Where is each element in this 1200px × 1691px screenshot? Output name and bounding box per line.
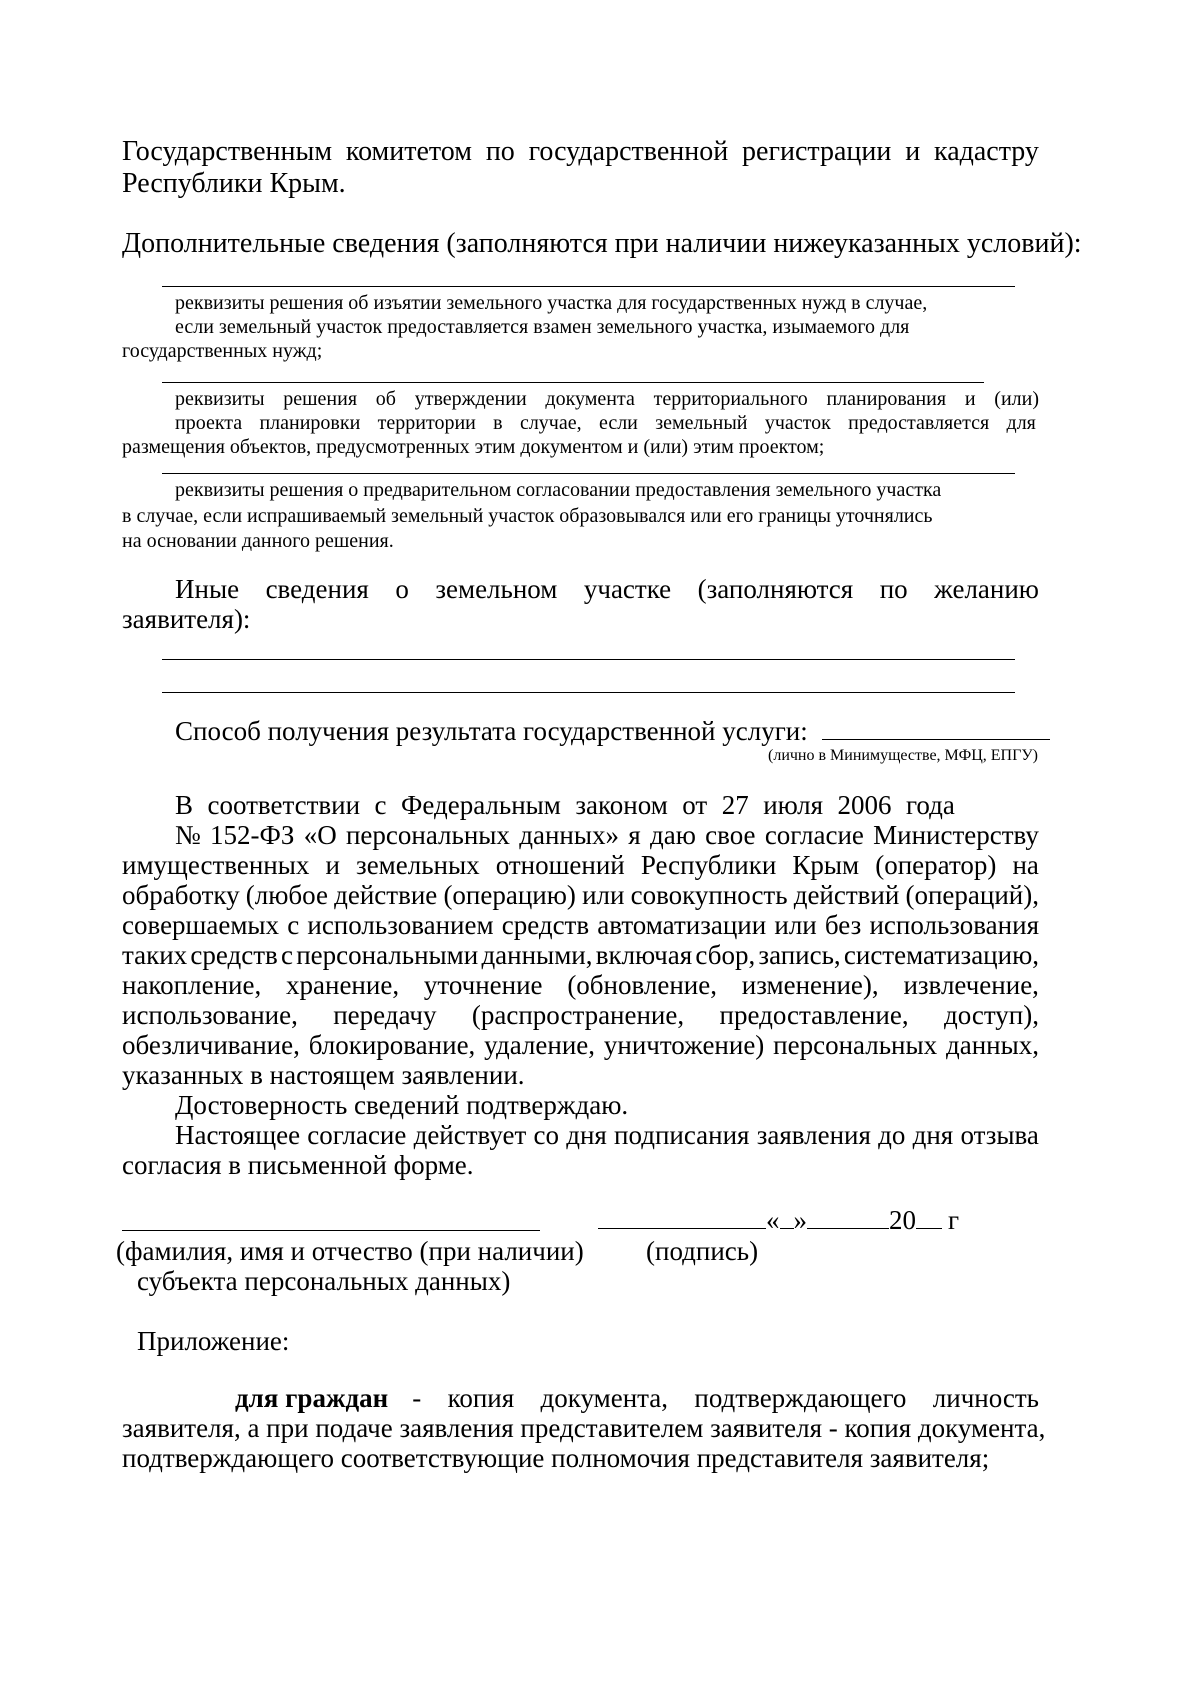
word: Иные (175, 574, 240, 604)
consent-line-2 (175, 820, 1039, 851)
word: и (905, 136, 921, 167)
word: случае, (519, 412, 582, 434)
word: использования (869, 910, 1039, 940)
method-label-text: Способ получения результата государственной услуги: (175, 716, 808, 746)
word: (любое (245, 880, 328, 910)
word: или (582, 880, 625, 910)
consent-line-6 (122, 940, 1039, 971)
word: 152-ФЗ (210, 820, 295, 850)
date-open-quote: « (766, 1205, 780, 1235)
word: «О (303, 820, 337, 850)
additional-heading: Дополнительные сведения (заполняются при наличии нижеуказанных условий): (122, 228, 1082, 259)
other-fill-line-1 (162, 659, 1015, 660)
word: данными, (481, 940, 593, 970)
validity-line-1 (175, 1120, 1039, 1151)
year-prefix: 20 (889, 1205, 916, 1235)
item2-line-1 (175, 388, 1039, 411)
consent-line-4 (122, 880, 1039, 911)
word: документа, (540, 1383, 669, 1413)
word: автоматизации (597, 910, 767, 940)
word: в (493, 412, 503, 434)
word: сбор, (695, 940, 756, 970)
word: если (598, 412, 638, 434)
word: персональных (773, 1030, 938, 1060)
word: Крым (792, 850, 860, 880)
word: решения (283, 388, 358, 410)
word: утверждении (414, 388, 527, 410)
item1-line-2: если земельный участок предоставляется взамен земельного участка, изымаемого для (175, 316, 910, 338)
word: Настоящее (175, 1120, 301, 1150)
word: на (1012, 850, 1039, 880)
word: законом (575, 790, 668, 820)
word: (или) (994, 388, 1039, 410)
other-line-2: заявителя): (122, 604, 251, 634)
method-label (175, 716, 1050, 747)
word: В (175, 790, 194, 820)
date-close-quote: » (793, 1205, 807, 1235)
intro-line-1 (122, 136, 1039, 168)
word: совокупность (630, 880, 788, 910)
word: по (485, 136, 515, 167)
word: со (533, 1120, 559, 1150)
word: личность (932, 1383, 1039, 1413)
word: территории (377, 412, 476, 434)
item3-line-2: в случае, если испрашиваемый земельный участок образовывался или его границы уточнялись (122, 505, 933, 527)
attachment-line-1 (235, 1383, 1039, 1414)
validity-line-2: согласия в письменной форме. (122, 1150, 474, 1180)
attachment-line-2: заявителя, а при подаче заявления представителем заявителя - копия документа, (122, 1413, 1046, 1443)
fio-label-line-1: (фамилия, имя и отчество (при наличии) (116, 1236, 584, 1266)
word: земельный (655, 412, 748, 434)
consent-line-10: указанных в настоящем заявлении. (122, 1060, 525, 1090)
word: с (287, 910, 300, 940)
item2-line-3: размещения объектов, предусмотренных этим документом и (или) этим проектом; (122, 436, 825, 458)
word: государственной (528, 136, 729, 167)
word: (операцию) (443, 880, 576, 910)
method-fill-line (822, 717, 1050, 740)
word: данных, (945, 1030, 1039, 1060)
word: уничтожение) (603, 1030, 765, 1060)
item3-line-3: на основании данного решения. (122, 530, 394, 552)
word: участок (764, 412, 831, 434)
word: (заполняются (697, 574, 854, 604)
word: до (878, 1120, 906, 1150)
word: от (682, 790, 708, 820)
word: удаление, (484, 1030, 596, 1060)
word: по (879, 574, 908, 604)
word: согласие (307, 1120, 407, 1150)
word: свое (705, 820, 756, 850)
word: согласие (764, 820, 864, 850)
consent-line-7 (122, 970, 1039, 1001)
word: Республики (640, 850, 777, 880)
day-fill-line (780, 1206, 794, 1229)
method-hint: (лично в Минимуществе, МФЦ, ЕПГУ) (768, 747, 1038, 764)
word: реквизиты (175, 388, 265, 410)
word: 27 (721, 790, 749, 820)
word: уточнение (423, 970, 543, 1000)
attachment-citizens-label: для граждан (235, 1383, 389, 1413)
reliability-statement: Достоверность сведений подтверждаю. (175, 1090, 629, 1120)
consent-line-5 (122, 910, 1039, 941)
word: планировки (259, 412, 361, 434)
other-line-1 (175, 574, 1039, 605)
word: подписания (614, 1120, 750, 1150)
word: накопление, (122, 970, 262, 1000)
word: с (374, 790, 387, 820)
word: включая (595, 940, 693, 970)
word: предоставляется (848, 412, 990, 434)
year-fill-line (916, 1206, 942, 1229)
word: территориального (653, 388, 808, 410)
word: дня (566, 1120, 607, 1150)
word: с (281, 940, 293, 970)
item1-line-3: государственных нужд; (122, 340, 323, 362)
consent-line-3 (122, 850, 1039, 881)
item2-line-2 (175, 412, 1036, 435)
signature-fill-line (598, 1206, 766, 1229)
word: о (395, 574, 409, 604)
fill-line-2 (162, 382, 984, 383)
word: (обновление, (567, 970, 717, 1000)
word: заявления (756, 1120, 871, 1150)
word: таких (122, 940, 188, 970)
word: передачу (333, 1000, 437, 1030)
word: желанию (934, 574, 1039, 604)
word: персональных (345, 820, 510, 850)
word: персональными (296, 940, 479, 970)
word: данных» (519, 820, 619, 850)
word: (распространение, (471, 1000, 685, 1030)
word: № (175, 820, 201, 850)
word: планирования (826, 388, 947, 410)
intro-line-2: Республики Крым. (122, 168, 346, 199)
year-suffix: г (948, 1205, 960, 1235)
word: комитетом (345, 136, 472, 167)
word: регистрации (742, 136, 892, 167)
fio-label-line-2: субъекта персональных данных) (137, 1266, 511, 1296)
word: имущественных (122, 850, 310, 880)
word: документа (545, 388, 635, 410)
word: подтверждающего (694, 1383, 907, 1413)
word: действий (793, 880, 900, 910)
word: средств (190, 940, 278, 970)
word: земельном (435, 574, 558, 604)
fio-fill-line (122, 1230, 540, 1231)
word: и (964, 388, 976, 410)
consent-line-8 (122, 1000, 1039, 1031)
word: блокирование, (308, 1030, 476, 1060)
word: систематизацию, (843, 940, 1039, 970)
word: дня (912, 1120, 954, 1150)
word: действует (413, 1120, 527, 1150)
word: и (325, 850, 340, 880)
word: участке (583, 574, 672, 604)
word: средств (501, 910, 590, 940)
word: обработку (122, 880, 240, 910)
month-fill-line (807, 1206, 889, 1229)
word: соответствии (207, 790, 361, 820)
word: об (375, 388, 396, 410)
word: - (412, 1383, 422, 1413)
word: обезличивание, (122, 1030, 300, 1060)
word: года (906, 790, 955, 820)
word: Государственным (122, 136, 333, 167)
item3-line-1: реквизиты решения о предварительном согласовании предоставления земельного участка (175, 479, 942, 501)
word: предоставление, (719, 1000, 909, 1030)
word: отношений (495, 850, 625, 880)
word: использование, (122, 1000, 298, 1030)
word: Министерству (873, 820, 1039, 850)
word: даю (649, 820, 696, 850)
word: отзыва (960, 1120, 1039, 1150)
attachment-line-1-rest (412, 1383, 1039, 1414)
word: проекта (175, 412, 243, 434)
sign-date-line (598, 1205, 959, 1236)
fill-line-3 (162, 473, 1015, 474)
other-fill-line-2 (162, 692, 1015, 693)
consent-line-1 (175, 790, 955, 821)
sign-label: (подпись) (646, 1236, 759, 1266)
item1-line-1: реквизиты решения об изъятии земельного участка для государственных нужд в случае, (175, 292, 928, 314)
word: Федеральным (401, 790, 561, 820)
word: или (774, 910, 817, 940)
word: доступ), (943, 1000, 1039, 1030)
word: я (628, 820, 641, 850)
word: действие (334, 880, 438, 910)
word: сведения (265, 574, 369, 604)
consent-line-9 (122, 1030, 1039, 1061)
word: (оператор) (875, 850, 997, 880)
word: копия (447, 1383, 515, 1413)
fill-line-1 (162, 286, 1015, 287)
word: использованием (307, 910, 494, 940)
word: для (1006, 412, 1036, 434)
word: хранение, (286, 970, 400, 1000)
word: запись, (758, 940, 841, 970)
word: кадастру (934, 136, 1039, 167)
word: извлечение, (903, 970, 1039, 1000)
word: (операций), (905, 880, 1039, 910)
attachment-line-3: подтверждающего соответствующие полномочия представителя заявителя; (122, 1443, 990, 1473)
word: 2006 (837, 790, 892, 820)
word: совершаемых (122, 910, 280, 940)
word: изменение), (741, 970, 879, 1000)
attachment-heading: Приложение: (137, 1326, 290, 1356)
word: земельных (356, 850, 480, 880)
word: июля (763, 790, 824, 820)
word: без (824, 910, 862, 940)
